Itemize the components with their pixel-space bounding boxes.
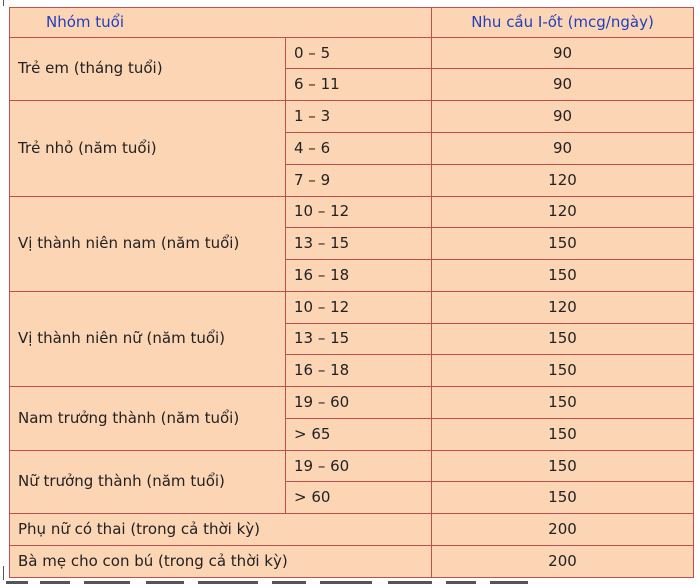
age-range: > 60 bbox=[286, 482, 432, 514]
age-range: 0 – 5 bbox=[286, 37, 432, 69]
age-range: 4 – 6 bbox=[286, 133, 432, 165]
age-range: 19 – 60 bbox=[286, 450, 432, 482]
iodine-value: 90 bbox=[432, 37, 694, 69]
iodine-value: 150 bbox=[432, 355, 694, 387]
iodine-value: 150 bbox=[432, 450, 694, 482]
cropped-text-line bbox=[0, 580, 700, 587]
table-row bbox=[10, 101, 694, 133]
iodine-value: 150 bbox=[432, 228, 694, 260]
iodine-value: 90 bbox=[432, 101, 694, 133]
age-range: > 65 bbox=[286, 418, 432, 450]
age-range: 13 – 15 bbox=[286, 228, 432, 260]
table-row bbox=[10, 291, 694, 323]
margin-mark bbox=[3, 0, 4, 6]
table-row bbox=[10, 450, 694, 482]
age-range: 13 – 15 bbox=[286, 323, 432, 355]
iodine-value: 90 bbox=[432, 69, 694, 101]
table-row bbox=[10, 37, 694, 69]
table-header-row bbox=[10, 8, 694, 38]
iodine-value: 120 bbox=[432, 291, 694, 323]
margin-mark bbox=[3, 566, 4, 580]
group-name: Nữ trưởng thành (năm tuổi) bbox=[10, 450, 286, 514]
age-range: 1 – 3 bbox=[286, 101, 432, 133]
age-range: 7 – 9 bbox=[286, 164, 432, 196]
age-range: 10 – 12 bbox=[286, 196, 432, 228]
age-range: 6 – 11 bbox=[286, 69, 432, 101]
iodine-value: 150 bbox=[432, 260, 694, 292]
age-range: 16 – 18 bbox=[286, 355, 432, 387]
iodine-value: 120 bbox=[432, 164, 694, 196]
age-range: 10 – 12 bbox=[286, 291, 432, 323]
iodine-value: 120 bbox=[432, 196, 694, 228]
group-name: Vị thành niên nam (năm tuổi) bbox=[10, 196, 286, 291]
group-name: Trẻ em (tháng tuổi) bbox=[10, 37, 286, 101]
header-iodine-need: Nhu cầu I-ốt (mcg/ngày) bbox=[432, 8, 694, 38]
table-row bbox=[10, 196, 694, 228]
group-name: Phụ nữ có thai (trong cả thời kỳ) bbox=[10, 514, 432, 546]
table-row bbox=[10, 387, 694, 419]
group-name: Nam trưởng thành (năm tuổi) bbox=[10, 387, 286, 451]
group-name: Bà mẹ cho con bú (trong cả thời kỳ) bbox=[10, 545, 432, 577]
age-range: 16 – 18 bbox=[286, 260, 432, 292]
iodine-value: 200 bbox=[432, 545, 694, 577]
iodine-value: 200 bbox=[432, 514, 694, 546]
header-age-group: Nhóm tuổi bbox=[10, 8, 432, 38]
group-name: Vị thành niên nữ (năm tuổi) bbox=[10, 291, 286, 386]
table-row bbox=[10, 545, 694, 577]
age-range: 19 – 60 bbox=[286, 387, 432, 419]
iodine-value: 150 bbox=[432, 387, 694, 419]
iodine-value: 150 bbox=[432, 323, 694, 355]
iodine-requirement-table bbox=[9, 7, 694, 578]
iodine-value: 90 bbox=[432, 133, 694, 165]
group-name: Trẻ nhỏ (năm tuổi) bbox=[10, 101, 286, 196]
table-row bbox=[10, 514, 694, 546]
iodine-value: 150 bbox=[432, 482, 694, 514]
iodine-value: 150 bbox=[432, 418, 694, 450]
